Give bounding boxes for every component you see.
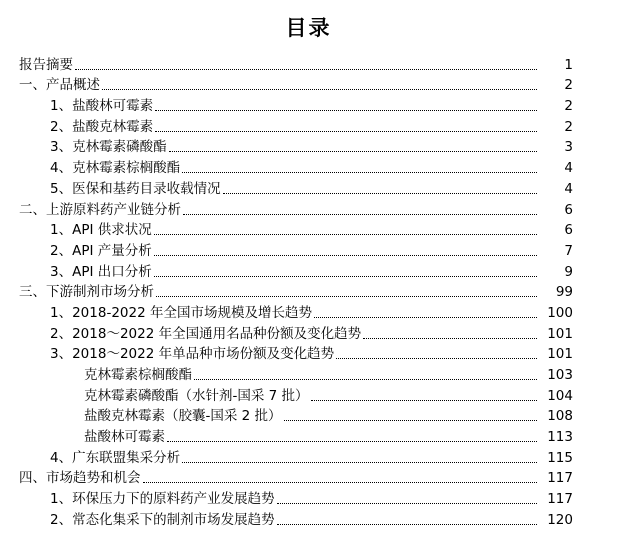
toc-entry-title: 2、常态化集采下的制剂市场发展趋势: [50, 511, 275, 528]
toc-dot-leader: [182, 461, 537, 463]
toc-page-number: 100: [547, 304, 573, 321]
toc-page-number: 3: [564, 139, 573, 156]
toc-entry[interactable]: [0, 467, 617, 488]
toc-dot-leader: [223, 192, 537, 194]
toc-dot-leader: [154, 275, 537, 277]
toc-entry-title: 盐酸克林霉素（胶囊-国采 2 批）: [84, 408, 282, 425]
toc-page-number: 1: [564, 56, 573, 73]
toc-entry-title: 1、环保压力下的原料药产业发展趋势: [50, 491, 275, 508]
toc-entry[interactable]: [0, 363, 617, 384]
toc-page-number: 113: [547, 429, 573, 446]
toc-dot-leader: [311, 399, 537, 401]
toc-page-number: 2: [564, 118, 573, 135]
toc-dot-leader: [182, 171, 537, 173]
toc-entry[interactable]: [0, 177, 617, 198]
toc-entry-title: 3、克林霉素磷酸酯: [50, 139, 167, 156]
toc-page-number: 117: [547, 470, 573, 487]
toc-dot-leader: [194, 378, 537, 380]
toc-entry-title: 5、医保和基药目录收载情况: [50, 180, 221, 197]
toc-entry[interactable]: [0, 425, 617, 446]
toc-page-number: 6: [564, 201, 573, 218]
toc-dot-leader: [169, 150, 537, 152]
toc-entry[interactable]: [0, 260, 617, 281]
toc-dot-leader: [155, 130, 537, 132]
toc-entry[interactable]: [0, 53, 617, 74]
toc-page-number: 103: [547, 367, 573, 383]
toc-page-number: 108: [547, 408, 573, 425]
toc-entry-title: 报告摘要: [19, 56, 73, 73]
toc-entry[interactable]: [0, 384, 617, 405]
toc-page-number: 115: [547, 449, 573, 466]
toc-entry-title: 一、产品概述: [19, 77, 100, 94]
toc-page-number: 7: [564, 242, 573, 259]
toc-entry[interactable]: [0, 74, 617, 95]
toc-entry-title: 1、2018-2022 年全国市场规模及增长趋势: [50, 304, 312, 321]
toc-page-number: 101: [547, 346, 573, 363]
toc-entry[interactable]: [0, 343, 617, 364]
toc-entry-title: 2、盐酸克林霉素: [50, 118, 154, 135]
toc-entry-title: 2、API 产量分析: [50, 242, 152, 259]
toc-entry-title: 克林霉素棕榈酸酯: [84, 367, 192, 383]
toc-dot-leader: [277, 523, 537, 525]
toc-page-number: 101: [547, 325, 573, 342]
toc-entry[interactable]: [0, 219, 617, 240]
toc-page-number: 4: [564, 180, 573, 197]
toc-entry[interactable]: [0, 281, 617, 302]
toc-dot-leader: [336, 357, 537, 359]
toc-list: [0, 53, 617, 529]
toc-entry[interactable]: [0, 446, 617, 467]
toc-entry-title: 克林霉素磷酸酯（水针剂-国采 7 批）: [84, 387, 309, 404]
toc-dot-leader: [363, 337, 537, 339]
toc-title: 目录: [285, 15, 332, 40]
toc-entry[interactable]: [0, 115, 617, 136]
toc-entry[interactable]: [0, 198, 617, 219]
toc-entry[interactable]: [0, 136, 617, 157]
toc-entry-title: 四、市场趋势和机会: [19, 470, 141, 487]
toc-dot-leader: [154, 254, 537, 256]
toc-page-number: 2: [564, 98, 573, 115]
toc-page-number: 99: [555, 284, 573, 301]
toc-dot-leader: [277, 502, 537, 504]
toc-entry-title: 4、广东联盟集采分析: [50, 449, 181, 466]
toc-entry[interactable]: [0, 156, 617, 177]
toc-dot-leader: [167, 440, 537, 442]
toc-dot-leader: [284, 419, 537, 421]
toc-page-number: 120: [547, 511, 573, 528]
toc-entry-title: 二、上游原料药产业链分析: [19, 201, 181, 218]
toc-entry[interactable]: [0, 239, 617, 260]
toc-entry-title: 3、API 出口分析: [50, 263, 152, 280]
toc-entry[interactable]: [0, 405, 617, 426]
toc-entry-title: 1、API 供求状况: [50, 222, 152, 239]
toc-dot-leader: [314, 316, 537, 318]
toc-dot-leader: [154, 233, 537, 235]
toc-entry[interactable]: [0, 487, 617, 508]
toc-entry[interactable]: [0, 94, 617, 115]
toc-page-number: 104: [547, 387, 573, 404]
toc-entry-title: 1、盐酸林可霉素: [50, 98, 154, 115]
toc-page-number: 2: [564, 77, 573, 94]
toc-entry[interactable]: [0, 508, 617, 529]
toc-entry-title: 2、2018～2022 年全国通用名品种份额及变化趋势: [50, 325, 362, 342]
toc-dot-leader: [102, 88, 537, 90]
toc-page-number: 117: [547, 491, 573, 508]
toc-entry-title: 三、下游制剂市场分析: [19, 284, 154, 301]
toc-page-number: 4: [564, 160, 573, 177]
toc-entry[interactable]: [0, 322, 617, 343]
toc-dot-leader: [75, 68, 537, 70]
toc-entry[interactable]: [0, 301, 617, 322]
toc-page-number: 6: [564, 222, 573, 239]
toc-entry-title: 3、2018～2022 年单品种市场份额及变化趋势: [50, 346, 335, 363]
toc-dot-leader: [155, 109, 537, 111]
toc-entry-title: 4、克林霉素棕榈酸酯: [50, 160, 181, 177]
toc-dot-leader: [143, 481, 538, 483]
toc-dot-leader: [156, 295, 537, 297]
toc-page-number: 9: [564, 263, 573, 280]
toc-entry-title: 盐酸林可霉素: [84, 429, 165, 446]
toc-dot-leader: [183, 213, 537, 215]
